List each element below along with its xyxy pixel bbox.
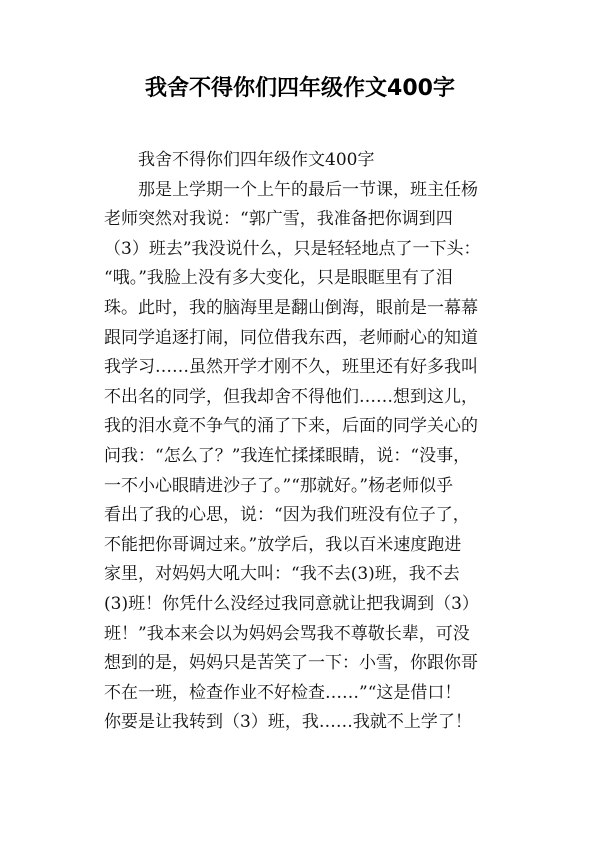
document-title: 我舍不得你们四年级作文400字 [145, 76, 455, 101]
body-line: 我的泪水竟不争气的涌了下来，后面的同学关心的 [104, 416, 478, 437]
body-line: 班！”我本来会以为妈妈会骂我不尊敬长辈，可没 [104, 623, 470, 644]
body-line: 我舍不得你们四年级作文400字 [138, 150, 375, 170]
body-line: 问我：“怎么了？”我连忙揉揉眼睛，说：“没事， [104, 445, 471, 466]
body-line: 我学习……虽然开学才刚不久，班里还有好多我叫 [104, 357, 478, 378]
body-line: (3)班！你凭什么没经过我同意就让把我调到（3） [104, 593, 479, 614]
body-line: 一不小心眼睛进沙子了。”“那就好。”杨老师似乎 [104, 475, 454, 496]
body-line: 不能把你哥调过来。”放学后，我以百米速度跑进 [104, 534, 462, 555]
body-line: 看出了我的心思，说：“因为我们班没有位子了， [104, 505, 470, 526]
body-line: 珠。此时，我的脑海里是翻山倒海，眼前是一幕幕 [104, 297, 478, 318]
body-line: 家里，对妈妈大吼大叫：“我不去(3)班，我不去 [104, 564, 460, 585]
body-line: 那是上学期一个上午的最后一节课，班主任杨 [138, 179, 478, 200]
document-body [104, 146, 504, 738]
body-line: （3）班去”我没说什么，只是轻轻地点了一下头： [104, 238, 481, 259]
body-line: 想到的是，妈妈只是苦笑了一下：小雪，你跟你哥 [104, 653, 478, 674]
body-line: 不在一班，检查作业不好检查……”“这是借口！ [104, 682, 462, 703]
body-line: 跟同学追逐打闹，同位借我东西，老师耐心的知道 [104, 327, 478, 348]
body-line: 不出名的同学，但我却舍不得他们……想到这儿， [104, 386, 478, 407]
body-line: 老师突然对我说：“郭广雪，我准备把你调到四 [104, 209, 453, 230]
body-line: “哦。”我脸上没有多大变化，只是眼眶里有了泪 [104, 268, 453, 289]
body-line: 你要是让我转到（3）班，我……我就不上学了！ [104, 712, 472, 733]
